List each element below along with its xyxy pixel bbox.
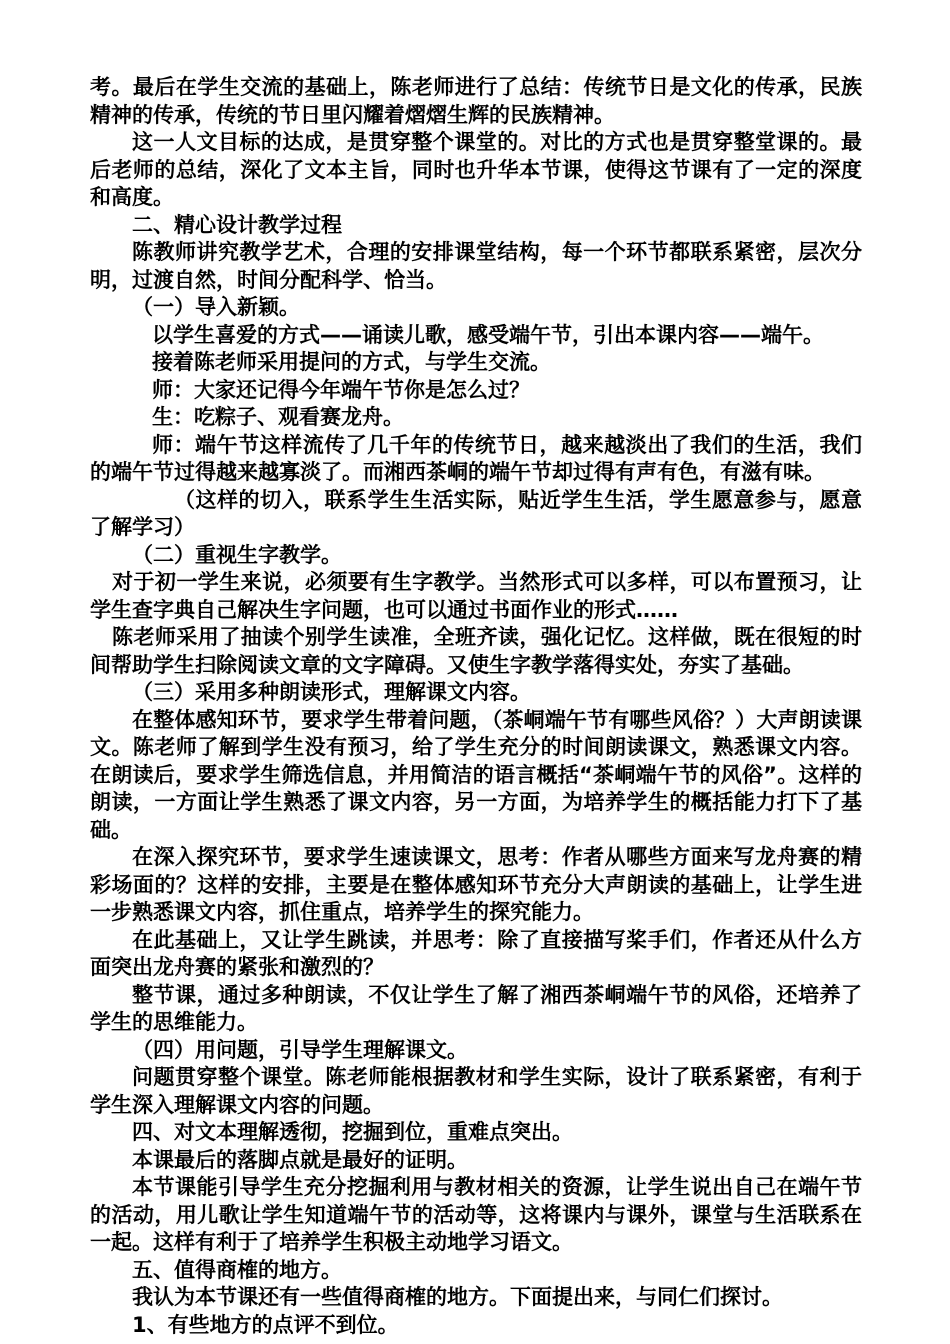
list-item: 1、有些地方的点评不到位。	[132, 1312, 399, 1337]
paragraph: 对于初一学生来说，必须要有生字教学。当然形式可以多样，可以布置预习，让学生查字典自己解决生字问题，也可以通过书面作业的形式……	[90, 570, 862, 622]
paragraph-note: （这样的切入，联系学生生活实际，贴近学生生活，学生愿意参与，愿意了解学习）	[90, 487, 862, 539]
subsection-heading: （二）重视生字教学。	[132, 542, 342, 567]
paragraph: 以学生喜爱的方式——诵读儿歌，感受端午节，引出本课内容——端午。	[152, 322, 824, 347]
dialogue-line: 师：端午节这样流传了几千年的传统节日，越来越淡出了我们的生活，我们的端午节过得越来越寡淡了。而湘西茶峒的端午节却过得有声有色，有滋有味。	[90, 432, 862, 484]
paragraph: 问题贯穿整个课堂。陈老师能根据教材和学生实际，设计了联系紧密，有利于学生深入理解课文内容的问题。	[90, 1065, 862, 1117]
paragraph: 接着陈老师采用提问的方式，与学生交流。	[152, 350, 551, 374]
subsection-heading: （四）用问题，引导学生理解课文。	[132, 1037, 468, 1062]
dialogue-line: 生：吃粽子、观看赛龙舟。	[152, 405, 404, 429]
subsection-heading: （一）导入新颖。	[132, 295, 300, 319]
paragraph: 本课最后的落脚点就是最好的证明。	[132, 1147, 468, 1172]
paragraph: 陈教师讲究教学艺术，合理的安排课堂结构，每一个环节都联系紧密，层次分明，过渡自然，时间分配科学、恰当。	[90, 240, 862, 292]
section-heading: 四、对文本理解透彻，挖掘到位，重难点突出。	[132, 1120, 573, 1144]
paragraph: 在深入探究环节，要求学生速读课文，思考：作者从哪些方面来写龙舟赛的精彩场面的？这样的安排，主要是在整体感知环节充分大声朗读的基础上，让学生进一步熟悉课文内容，抓住重点，培养学生的探究能力。	[90, 845, 862, 924]
document-body	[90, 74, 862, 1339]
paragraph: 陈老师采用了抽读个别学生读准，全班齐读，强化记忆。这样做，既在很短的时间帮助学生扫除阅读文章的文字障碍。又使生字教学落得实处，夯实了基础。	[90, 625, 862, 677]
subsection-heading: （三）采用多种朗读形式，理解课文内容。	[132, 680, 531, 704]
paragraph: 在整体感知环节，要求学生带着问题，（茶峒端午节有哪些风俗？）大声朗读课文。陈老师了解到学生没有预习，给了学生充分的时间朗读课文，熟悉课文内容。在朗读后，要求学生筛选信息，并用简洁的语言概括“茶峒端午节的风俗”。这样的朗读，一方面让学生熟悉了课文内容，另一方面，为培养学生的概括能力打下了基础。	[90, 707, 862, 842]
paragraph: 考。最后在学生交流的基础上，陈老师进行了总结：传统节日是文化的传承，民族精神的传承，传统的节日里闪耀着熠熠生辉的民族精神。	[90, 75, 862, 127]
section-heading: 五、值得商榷的地方。	[132, 1257, 342, 1282]
section-heading: 二、精心设计教学过程	[132, 212, 342, 237]
dialogue-line: 师：大家还记得今年端午节你是怎么过？	[152, 377, 530, 402]
paragraph: 整节课，通过多种朗读，不仅让学生了解了湘西茶峒端午节的风俗，还培养了学生的思维能力。	[90, 982, 862, 1034]
paragraph: 在此基础上，又让学生跳读，并思考：除了直接描写桨手们，作者还从什么方面突出龙舟赛的紧张和激烈的？	[90, 927, 862, 979]
paragraph: 本节课能引导学生充分挖掘利用与教材相关的资源，让学生说出自己在端午节的活动，用儿歌让学生知道端午节的活动等，这将课内与课外，课堂与生活联系在一起。这样有利于了培养学生积极主动地学习语文。	[90, 1175, 862, 1254]
paragraph: 我认为本节课还有一些值得商榷的地方。下面提出来，与同仁们探讨。	[132, 1285, 783, 1309]
paragraph: 这一人文目标的达成，是贯穿整个课堂的。对比的方式也是贯穿整堂课的。最后老师的总结，深化了文本主旨，同时也升华本节课，使得这节课有了一定的深度和高度。	[90, 130, 862, 209]
